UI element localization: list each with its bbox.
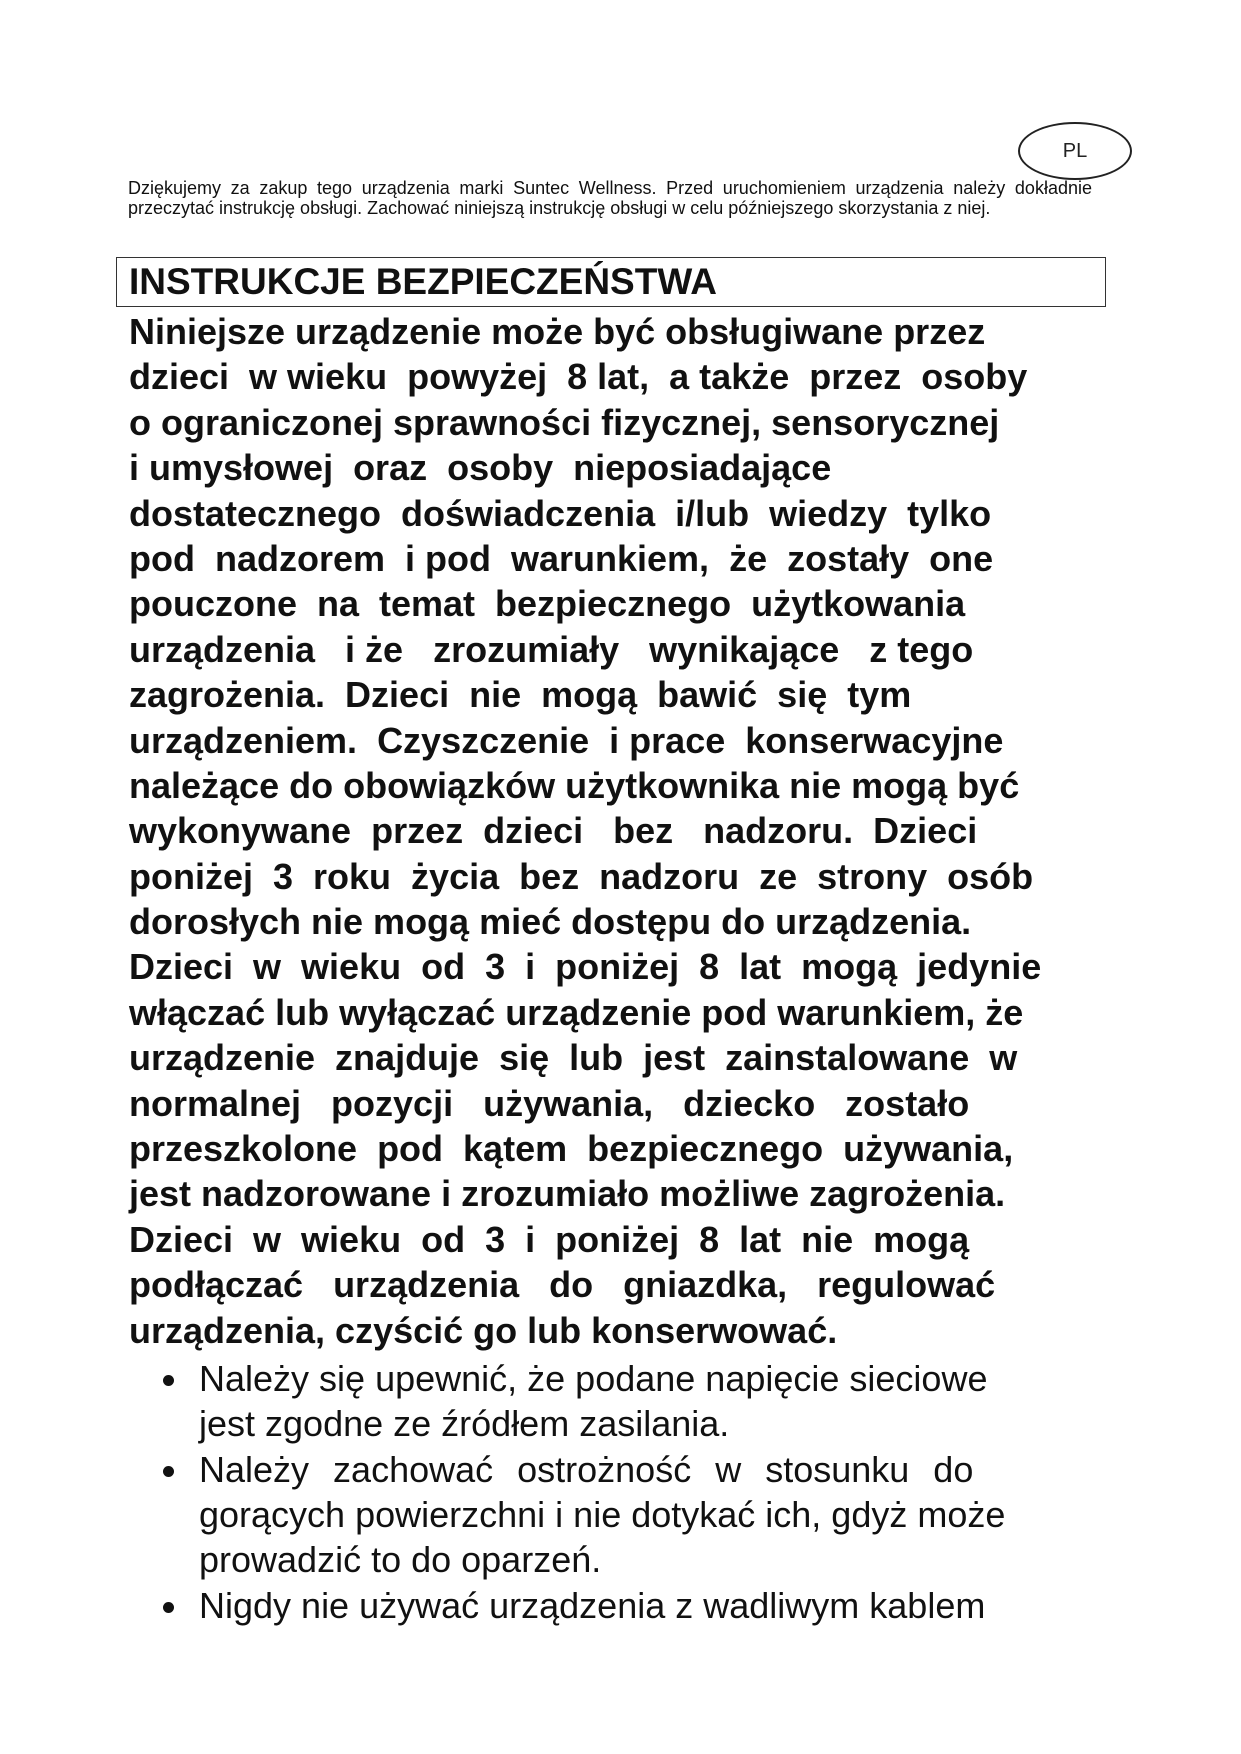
warning-line: dzieci w wieku powyżej 8 lat, a także przez osoby [129,356,1028,398]
section-title: INSTRUKCJE BEZPIECZEŃSTWA [129,261,717,302]
language-badge: PL [1018,122,1132,180]
intro-line: dokładnie przeczytać instrukcję obsługi. Zachować niniejszą instrukcję obsługi w celu późniejszego skorzystania [128,178,1092,218]
bullet-item [163,1447,1093,1582]
warning-line: normalnej pozycji używania, dziecko zostało [129,1082,970,1124]
warning-line: należące do obowiązków użytkownika nie mogą być [129,764,1020,806]
warning-line: włączać lub wyłączać urządzenie pod warunkiem, że [129,991,1024,1033]
warning-line: dostatecznego doświadczenia i/lub wiedzy tylko [129,492,992,534]
bullet-icon [163,1602,174,1613]
warning-line: przeszkolone pod kątem bezpiecznego używania, [129,1128,1014,1170]
warning-line: Dzieci w wieku od 3 i poniżej 8 lat nie mogą [129,1218,970,1260]
bullet-line: prowadzić to do oparzeń. [199,1539,602,1580]
warning-line: pod nadzorem i pod warunkiem, że zostały one [129,537,994,579]
intro-line: Dziękujemy za zakup tego urządzenia marki Suntec Wellness. Przed uruchomieniem urządzenia należy [128,178,1006,198]
warning-line: o ograniczonej sprawności fizycznej, sensorycznej [129,401,1000,443]
warning-line: urządzeniem. Czyszczenie i prace konserwacyjne [129,719,1004,761]
child-safety-warning [129,309,1089,1353]
bullet-line: Nigdy nie używać urządzenia z wadliwym kablem [199,1585,986,1626]
warning-line: urządzenia i że zrozumiały wynikające z tego [129,628,974,670]
intro-paragraph [128,178,1092,218]
bullet-item [163,1356,1093,1446]
bullet-line: jest zgodne ze źródłem zasilania. [199,1403,730,1444]
bullet-line: gorących powierzchni i nie dotykać ich, gdyż może [199,1494,1006,1535]
bullet-icon [163,1466,174,1477]
intro-line: z niej. [943,198,991,218]
warning-line: zagrożenia. Dzieci nie mogą bawić się tym [129,674,912,716]
warning-line: dorosłych nie mogą mieć dostępu do urządzenia. [129,901,972,943]
warning-line: urządzenie znajduje się lub jest zainstalowane w [129,1037,1018,1079]
bullet-icon [163,1375,174,1386]
warning-line: wykonywane przez dzieci bez nadzoru. Dzieci [129,810,978,852]
warning-line: i umysłowej oraz osoby nieposiadające [129,447,832,489]
bullet-line: Należy się upewnić, że podane napięcie sieciowe [199,1358,988,1399]
safety-bullet-list [163,1356,1093,1629]
warning-line: Dzieci w wieku od 3 i poniżej 8 lat mogą jedynie [129,946,1042,988]
warning-line: podłączać urządzenia do gniazdka, regulować [129,1264,996,1306]
warning-line: urządzenia, czyścić go lub konserwować. [129,1309,838,1351]
bullet-item [163,1583,1093,1628]
warning-line: Niniejsze urządzenie może być obsługiwane przez [129,311,986,352]
warning-line: poniżej 3 roku życia bez nadzoru ze strony osób [129,855,1034,897]
warning-line: pouczone na temat bezpiecznego użytkowania [129,583,966,625]
warning-line: jest nadzorowane i zrozumiało możliwe zagrożenia. [129,1173,1006,1215]
bullet-line: Należy zachować ostrożność w stosunku do [199,1449,974,1490]
